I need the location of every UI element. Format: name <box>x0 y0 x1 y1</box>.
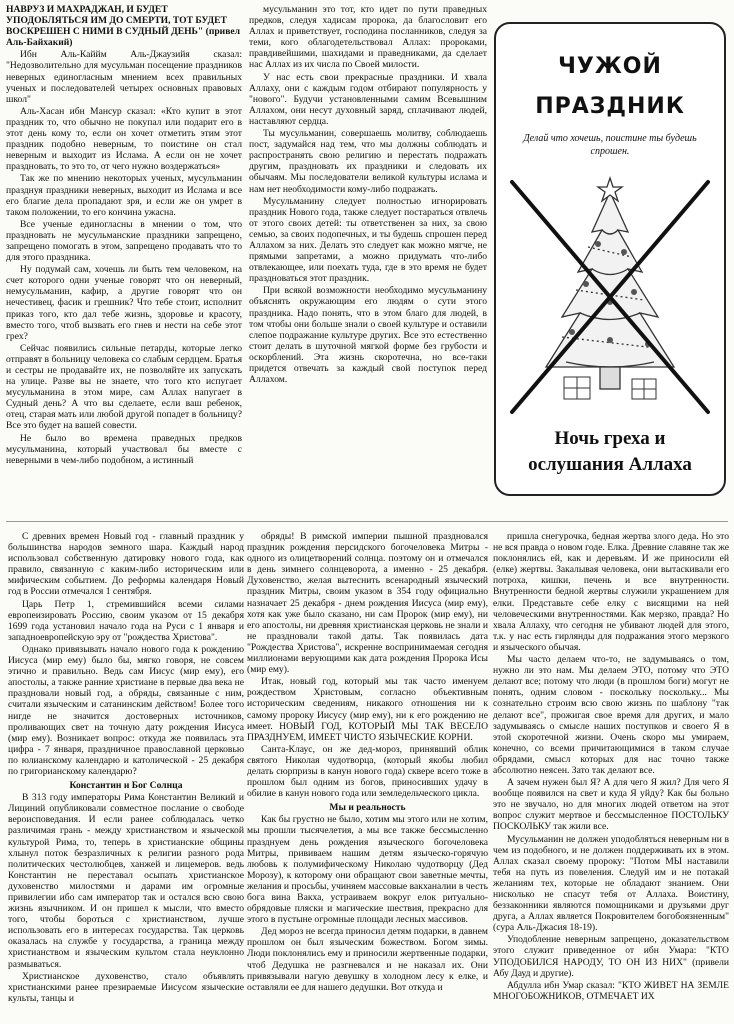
paragraph: Мусульманину следует полностью игнорировать праздник Нового года, также следует постараться отвлечь от этого своих детей: ты ответственен за них, за свою семью, за своих подопечных, и ты будешь спрошен перед Аллахом за них. Делать это следует как можно мягче, не прямыми запретами, а можно придумать что-либо отвлекающее, или поехать туда, где в это время не будет праздноваться этот праздник. <box>249 195 487 285</box>
fold-divider <box>6 521 728 522</box>
paragraph: Все ученые единогласны в мнении о том, что праздновать не мусульманские праздники запрещено, запрещено помогать в этом, запрещено продавать что то для этого праздника. <box>6 218 242 264</box>
paragraph: Мы часто делаем что-то, не задумываясь о том, нужно ли это нам. Мы делаем ЭТО, потому что ЭТО делают все; потому что люди (в прошлом боги) могут не понять, одним словом - поскольку поскольку... Мы сознательно строим всю свою жизнь по шаблону "так делают все", прожигая свое время для других, и мало задумываясь о смысле наших поступков и своего Я в этой скоротечной жизни. Очень скоро мы умираем, конечно, со всеми причитающимися в таком случае обрядами, смысл которых для нас точно также абсолютно неясен. Зато так делают все. <box>493 654 729 776</box>
section-heading: Мы и реальность <box>329 802 406 814</box>
paragraph: Мусульманин не должен уподобляться неверным ни в чем из подобного, и не должен поддерживать их в этом. Аллах сказал своему пророку: "Потом МЫ наставили тебя на путь из повеления. Следуй им и не потакай желаниям тех, которые не обладают знанием. Они нисколько не спасут тебя от Аллаха. Воистину, беззаконники являются помощниками и друзьями друг друга, а Аллах является Покровителем богобоязненным" (сура Аль-Джасия 18-19). <box>493 833 729 934</box>
section-heading: Константин и Бог Солнца <box>69 780 183 792</box>
paragraph: Сейчас появились сильные петарды, которые легко отправят в больницу человека со слабым сердцем. Братья и сестры не продавайте их, не позволяйте их запускать на улице. Разве вы не знаете, что того кто испугает мусульманина в этом мире, сам Аллах напугает в Судный день? А что вы сделаете, если ваш ребенок, отец, старая мать или любой другой попадет в больницу? Все это будет на вашей совести. <box>6 342 242 432</box>
paragraph: Не было во времена праведных предков мусульманина, который участвовал бы вместе с неверными в чем-либо подобном, а истинный <box>6 432 242 466</box>
paragraph: Однако привязывать начало нового года к рождению Иисуса (мир ему) было бы, мягко говоря, не совсем этично и правильно. Ведь сам Иисус (мир ему), его апостолы, а также ранние христиане в первые два века не праздновали новый год, а обряды, связанные с ним, считали языческим и сатанинским действом! Более того нигде не значится достоверных источников, проливающих свет на точную дату рождения Иисуса (мир ему). Возникает вопрос: откуда же появилась эта цифра - 7 января, праздничное православной церковью по юлианскому календарю и католической - 25 декабря по григорианскому календарю? <box>8 643 244 777</box>
paragraph: В 313 году императоры Рима Константин Великий и Лициний опубликовали совместное послание о свободе вероисповедания. И если ранее соблюдалась четко различимая грань - между христианством и языческой культурой Рима, то, теперь в христианские общины хлынул поток безразличных к религии разного рода политических честолюбцев, ханжей и лицемеров. ведь Константин не переставал осыпать христианское духовенство милостями и дарами им огромные привилегии ибо сам император так и остался всю свою жизнь язычником. И он пришел к мысли, что вместо того, чтобы бороться с христианством, лучше использовать его в интересах государства. Так церковь оказалась на службе у государства, а граница между христианством и языческим культом стала неуклонно размываться. <box>8 792 244 970</box>
paragraph: Так же по мнению некоторых ученых, мусульманин празднуя праздники неверных, выходит из Ислама и все его благие дела пропадают зря, и если же он умрет в таком положении, то его кончина ужасна. <box>6 173 242 218</box>
paragraph: Дед мороз не всегда приносил детям подарки, в давнем прошлом он был языческим божеством. Богом зимы. Люди поклонялись ему и приносили жертвенные подарки, чтоб Дедушка не разгневался и не наказал их. Они привязывали нагую девушку в холодном лесу к елке, и оставляли ее для нашего дедушки. Вот откуда и <box>247 926 488 993</box>
text-column-1 <box>6 4 242 509</box>
paragraph: При всякой возможности необходимо мусульманину объяснять окружающим его людям о сути этого праздника. Надо понять, что в этом благо для людей, в том чтобы они больше знали о своей культуре и оставили слепое подражание культуре других. Все это естественно стоит делать в шуточной мягкой форме без грубости и оскорблений. Эта жизнь скоротечна, но все-таки придется отвечать за каждый свой поступок перед Аллахом. <box>249 285 487 386</box>
paragraph: пришла снегурочка, бедная жертва злого деда. Но это не вся правда о новом годе. Елка. Древние славяне так же поклонялись ей, как и деревьям. И же приносили ей (елке) жертвы. Закалывая человека, они вытаскивали его потроха, кишки, печень и все внутренности. Внутренности бедной жертвы служили украшением для елки. Представьте себе елку с висящими на ней человеческими внутренностями. Как мерзко, правда? Но хвала Аллаху, что сегодня не убивают людей для этого, т.к. у нас есть гирлянды для подражания этого мерзкого и языческого обычая. <box>493 531 729 653</box>
crossed-out-christmas-tree-image <box>506 172 714 422</box>
paragraph: Ты мусульманин, совершаешь молитву, соблюдаешь пост, задумайся над тем, что мы должны соблюдать и распространять свою религию и перестать подражать другим, праздновать их праздники и следовать их обычаям. Мы последователи великой культуры ислама и нам нет необходимости кому-либо подражать. <box>249 128 487 195</box>
cover-subtitle: Делай что хочешь, поистине ты будешь спрошен. <box>523 133 697 157</box>
paragraph: обряды! В римской империи пышной праздновался праздник рождения персидского богочеловека Митры - одного из олицетворений солнца. поэтому он и отмечался в день зимнего солнцеворота, а именно - 25 декабря. Духовенство, желая вытеснить всенародный языческий праздник Митры, своим указом в 354 году официально назначает 25 декабря - днем рождения Иисуса (мир ему), хотя как уже было сказано, ни сам Пророк (мир ему), ни его апостолы, ни древняя христианская церковь не знали и не праздновали такой даты. Так появилась дата "Рождества Христова", искренне воспринимаемая сегодня миллионами верующими как дата рождения Пророка Исы (мир ему). <box>247 531 488 676</box>
paragraph: У нас есть свои прекрасные праздники. И хвала Аллаху, они с каждым годом отбирают популярность у "нового". Будучи установленными самим Всевышним Аллахом, они несут духовный заряд, сплачивают людей, наставляют сердца. <box>249 71 487 127</box>
paragraph: Уподобление неверным запрещено, доказательством этого служит приведенное от ибн Умара: "КТО УПОДОБИЛСЯ НАРОДУ, ТО ОН ИЗ НИХ" (привели Абу Дауд и другие). <box>493 934 729 979</box>
paragraph: Абдулла ибн Умар сказал: "КТО ЖИВЕТ НА ЗЕМЛЕ МНОГОБОЖНИКОВ, ОТМЕЧАЕТ ИХ <box>493 979 729 1002</box>
text-column-3 <box>8 531 244 1020</box>
cover-footer-line2: ослушания Аллаха <box>528 454 692 475</box>
text-column-2 <box>249 4 487 434</box>
cover-title-line1: ЧУЖОЙ <box>558 54 662 79</box>
text-column-5 <box>493 531 729 1020</box>
paragraph: А зачем нужен был Я? А для чего Я жил? Для чего Я вообще появился на свет и куда Я уйду? Как бы больно это не звучало, но для многих людей ответом на этот вопрос служит мертвое и бессмысленное ПОСТОЛЬКУ ПОСКОЛЬКУ так жили все. <box>493 777 729 833</box>
cover-footer-line1: Ночь греха и <box>554 428 666 449</box>
paragraph: Аль-Хасан ибн Мансур сказал: «Кто купит в этот праздник то, что обычно не покупал или подарит его в этот день кому то, если он хочет отметить этим этот праздник подобно неверным, то поистине он стал неверным и выходит из Ислама. А если он не хочет праздновать, то это то, от чего нужно воздержаться» <box>6 105 242 173</box>
paragraph: Христианское духовенство, стало объявлять христианскими ранее презираемые Иисусом языческие культы, танцы и <box>8 970 244 1004</box>
paragraph: Санта-Клаус, он же дед-мороз, принявший облик святого Николая чудотворца, (который якобы любил делать сюрпризы в канун нового года) сквере всего тоже в прошлом был одним из богов, приносивших удачу в обилие в канун нового года или земледельческого цикла. <box>247 743 488 800</box>
section-heading: НАВРУЗ И МАХРАДЖАН, И БУДЕТ УПОДОБЛЯТЬСЯ ИМ ДО СМЕРТИ, ТОТ БУДЕТ ВОСКРЕШЕН С НИМИ В СУДНЫЙ ДЕНЬ" (привел Аль-Байхакий) <box>6 4 241 49</box>
paragraph: Как бы грустно не было, хотим мы этого или не хотим, мы прошли тысячелетия, а мы все также бессмысленно празднуем день рождения языческого богочеловека Митры, прививаем нашим детям языческо-горячую любовь к полумифическому Николаю чудотворцу (Дед Морозу), к которому они обращают свои заветные мечты, желания и просьбы, учиняем массовые вакханалии в честь бога вина Вакха, устраиваем вокруг елок ритуально-обрядовые пляски и магические шествия, прекрасно для этого в пустыне огромные площади лесных массивов. <box>247 814 488 926</box>
paragraph: Итак, новый год, который мы так часто именуем рождеством Христовым, согласно объективным историческим сведениям, никакого отношения ни к самому пророку Иисусу (мир ему), ни к его рождению не имеет. НОВЫЙ ГОД, КОТОРЫЙ МЫ ТАК ВЕСЕЛО ПРАЗДНУЕМ, ИМЕЕТ ЧИСТО ЯЗЫЧЕСКИЕ КОРНИ. <box>247 676 488 743</box>
cover-title-line2: ПРАЗДНИК <box>535 94 685 119</box>
paragraph: мусульманин это тот, кто идет по пути праведных предков, следуя хадисам пророка, да благословит его Аллах и приветствует, господина посланников, следуя за теми, кого облагодетельствовал Аллах: пророками, правдивейшими, шахидами и праведниками, да сделает нас Аллах из их числа по Своей милости. <box>249 4 487 71</box>
paragraph: Ну подумай сам, хочешь ли быть тем человеком, на счет которого одни ученые говорят что он неверный, немусульманин, кафир, а другие говорят что он нечестивец, фасик и грешник? Что тебе стоит, исполнит приказ того, кто дал тебе жизнь, здоровье и красоту, вместо того, чтоб вызвать его гнев и нести на себе этот грех? <box>6 264 242 342</box>
text-column-4 <box>247 531 488 1020</box>
cover-panel <box>494 22 726 496</box>
paragraph: Ибн Аль-Каййм Аль-Джаузийя сказал: "Недозволительно для мусульман посещение праздников неверных единогласным мнением всех правильных ученых и последователей четырех основных правовых школ" <box>6 49 242 105</box>
paragraph: Царь Петр 1, стремившийся всеми силами европеизировать Россию, своим указом от 15 декабря 1699 года установил начало года на Руси с 1 января и западноевропейскую эру от "рождества Христова". <box>8 598 244 643</box>
paragraph: С древних времен Новый год - главный праздник у большинства народов земного шара. Каждый народ использовал собственную датировку нового года, как правило, связанную с каким-либо историческим или мифическим событием. До реформы календаря Новый год в России отмечался 1 сентября. <box>8 531 244 598</box>
